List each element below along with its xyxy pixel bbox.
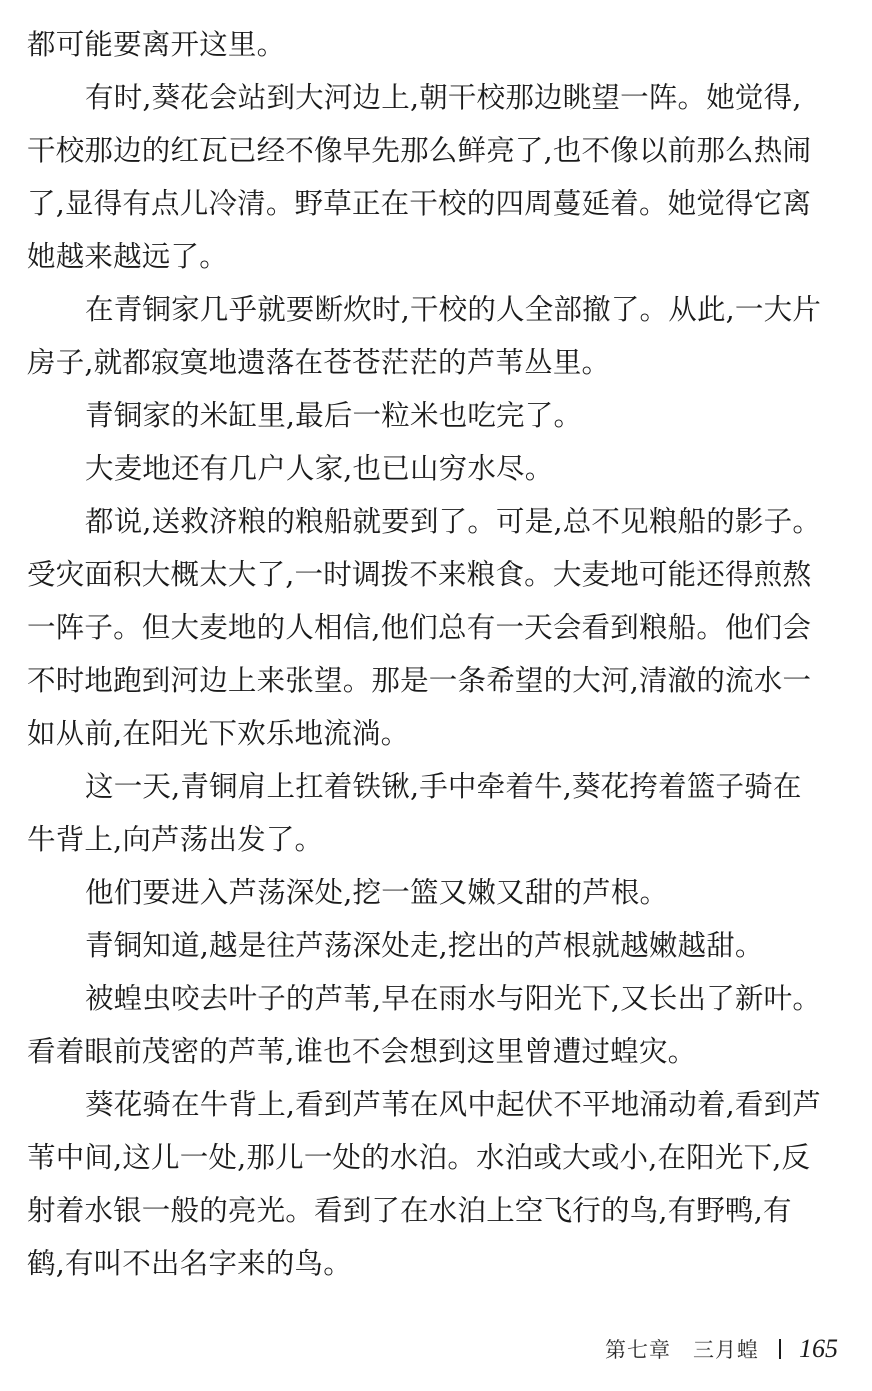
text-line: 大麦地还有几户人家,也已山穷水尽。 — [85, 452, 554, 485]
text-line: 他们要进入芦荡深处,挖一篮又嫩又甜的芦根。 — [85, 876, 669, 909]
text-line: 都可能要离开这里。 — [27, 28, 286, 61]
page-body — [27, 18, 847, 1290]
text-line: 牛背上,向芦荡出发了。 — [27, 823, 324, 856]
footer-divider — [779, 1339, 781, 1359]
text-line: 看着眼前茂密的芦苇,谁也不会想到这里曾遭过蝗灾。 — [27, 1035, 697, 1068]
text-line: 鹤,有叫不出名字来的鸟。 — [27, 1247, 352, 1280]
text-line: 干校那边的红瓦已经不像早先那么鲜亮了,也不像以前那么热闹 — [27, 134, 812, 167]
text-line: 受灾面积大概太大了,一时调拨不来粮食。大麦地可能还得煎熬 — [27, 558, 812, 591]
text-line: 有时,葵花会站到大河边上,朝干校那边眺望一阵。她觉得, — [85, 81, 802, 114]
chapter-label: 第七章 — [605, 1338, 671, 1362]
running-footer — [605, 1334, 838, 1364]
text-line: 被蝗虫咬去叶子的芦苇,早在雨水与阳光下,又长出了新叶。 — [85, 982, 822, 1015]
text-line: 葵花骑在牛背上,看到芦苇在风中起伏不平地涌动着,看到芦 — [85, 1088, 822, 1121]
text-line: 了,显得有点儿冷清。野草正在干校的四周蔓延着。她觉得它离 — [27, 187, 812, 220]
text-line: 这一天,青铜肩上扛着铁锹,手中牵着牛,葵花挎着篮子骑在 — [85, 770, 802, 803]
text-line: 不时地跑到河边上来张望。那是一条希望的大河,清澈的流水一 — [27, 664, 812, 697]
text-line: 射着水银一般的亮光。看到了在水泊上空飞行的鸟,有野鸭,有 — [27, 1194, 792, 1227]
text-line: 青铜家的米缸里,最后一粒米也吃完了。 — [85, 399, 583, 432]
text-line: 都说,送救济粮的粮船就要到了。可是,总不见粮船的影子。 — [85, 505, 822, 538]
text-line: 她越来越远了。 — [27, 240, 228, 273]
text-line: 一阵子。但大麦地的人相信,他们总有一天会看到粮船。他们会 — [27, 611, 812, 644]
text-line: 如从前,在阳光下欢乐地流淌。 — [27, 717, 410, 750]
page-number: 165 — [799, 1334, 838, 1363]
text-line: 苇中间,这儿一处,那儿一处的水泊。水泊或大或小,在阳光下,反 — [27, 1141, 811, 1174]
chapter-title: 三月蝗 — [693, 1338, 759, 1362]
text-line: 在青铜家几乎就要断炊时,干校的人全部撤了。从此,一大片 — [85, 293, 822, 326]
text-line: 青铜知道,越是往芦荡深处走,挖出的芦根就越嫩越甜。 — [85, 929, 764, 962]
text-line: 房子,就都寂寞地遗落在苍苍茫茫的芦苇丛里。 — [27, 346, 611, 379]
